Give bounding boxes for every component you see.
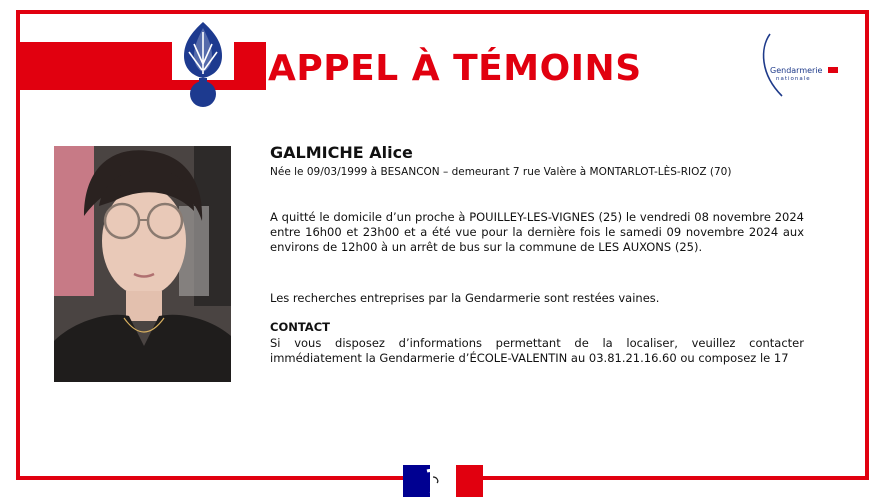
gendarmerie-logo-icon: [756, 30, 846, 100]
logo-subtitle: nationale: [776, 76, 811, 82]
contact-paragraph: Si vous disposez d’informations permettant de la localiser, veuillez contacter immédiatement la Gendarmerie d’ÉCOLE-VALENTIN au 03.81.21.16.60 ou composez le 17: [270, 336, 804, 365]
portrait-illustration: [54, 146, 231, 382]
page-title: APPEL À TÉMOINS: [268, 48, 642, 89]
gendarmerie-flame-icon: [172, 18, 234, 110]
contact-heading: CONTACT: [270, 320, 330, 334]
missing-person-photo: [54, 146, 231, 382]
marianne-republique-logo-icon: [403, 465, 483, 497]
search-status-paragraph: Les recherches entreprises par la Gendarmerie sont restées vaines.: [270, 291, 660, 305]
birth-details: Née le 09/03/1999 à BESANCON – demeurant 7 rue Valère à MONTARLOT-LÈS-RIOZ (70): [270, 166, 732, 178]
disappearance-paragraph: A quitté le domicile d’un proche à POUILLEY-LES-VIGNES (25) le vendredi 08 novembre 2024 entre 16h00 et 23h00 et a été vue pour la dernière fois le samedi 09 novembre 2024 aux environs de 12h00 à un arrêt de bus sur la commune de LES AUXONS (25).: [270, 210, 804, 254]
person-name: GALMICHE Alice: [270, 143, 413, 162]
gendarmerie-logo: [756, 30, 846, 100]
logo-name: Gendarmerie: [770, 66, 823, 75]
